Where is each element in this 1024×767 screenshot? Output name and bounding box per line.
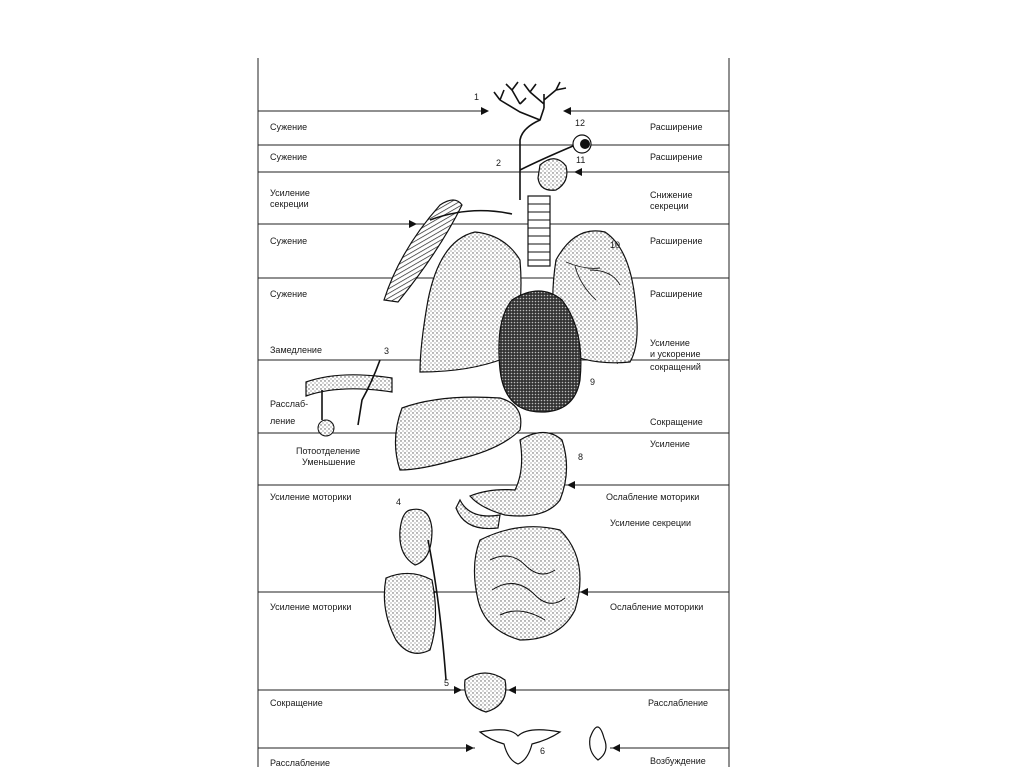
label-relaxation-right: Расслабление bbox=[648, 698, 708, 708]
liver bbox=[395, 397, 520, 470]
label-relaxation-bottom: Расслабление bbox=[270, 758, 330, 767]
number-9: 9 bbox=[590, 377, 596, 387]
label-motility-up: Усиление моторики bbox=[270, 492, 352, 502]
label-motility-up-2: Усиление моторики bbox=[270, 602, 352, 612]
trachea bbox=[528, 196, 550, 266]
label-excitation: Возбуждение bbox=[650, 756, 706, 766]
label-dilation-bronchi-2: Расширение bbox=[650, 289, 703, 299]
label-motility-down-2: Ослабление моторики bbox=[610, 602, 704, 612]
number-3: 3 bbox=[384, 346, 390, 356]
label-constriction-vessels: Сужение bbox=[270, 152, 308, 162]
number-11: 11 bbox=[576, 155, 586, 165]
label-slowing: Замедление bbox=[270, 345, 322, 355]
label-secretion-up-right: Усиление секреции bbox=[610, 518, 692, 528]
right-labels bbox=[606, 122, 708, 766]
label-dilation-bronchi: Расширение bbox=[650, 236, 703, 246]
number-5: 5 bbox=[444, 678, 450, 688]
number-12: 12 bbox=[575, 118, 586, 128]
label-secretion-down: Снижение bbox=[650, 190, 693, 200]
label-dilation-vessels: Расширение bbox=[650, 152, 703, 162]
number-2: 2 bbox=[496, 158, 502, 168]
label-relaxation: Расслаб- bbox=[270, 399, 309, 409]
bladder bbox=[465, 673, 506, 712]
label-secretion-down-2: секреции bbox=[650, 201, 689, 211]
label-heart-up: Усиление bbox=[650, 338, 690, 348]
left-labels bbox=[270, 122, 360, 767]
label-dilation-pupil: Расширение bbox=[650, 122, 703, 132]
label-heart-up-3: сокращений bbox=[650, 362, 701, 372]
label-secretion-up-2: секреции bbox=[270, 199, 309, 209]
number-6: 6 bbox=[540, 746, 546, 756]
salivary-gland bbox=[538, 159, 567, 191]
number-4: 4 bbox=[396, 497, 402, 507]
number-8: 8 bbox=[578, 452, 584, 462]
label-contraction-right: Сокращение bbox=[650, 417, 703, 427]
label-secretion-up: Усиление bbox=[270, 188, 310, 198]
label-contraction: Сокращение bbox=[270, 698, 323, 708]
label-increase-right: Усиление bbox=[650, 439, 690, 449]
number-10: 10 bbox=[610, 240, 621, 250]
label-sweating: Потоотделение bbox=[296, 446, 361, 456]
label-constriction-pupil: Сужение bbox=[270, 122, 308, 132]
label-motility-down: Ослабление моторики bbox=[606, 492, 700, 502]
label-constriction-bronchi-2: Сужение bbox=[270, 289, 308, 299]
label-relaxation-2: ление bbox=[270, 416, 296, 426]
heart bbox=[499, 291, 581, 412]
skin-sweat-gland bbox=[306, 360, 392, 436]
label-heart-up-2: и ускорение bbox=[650, 349, 701, 359]
number-1: 1 bbox=[474, 92, 480, 102]
label-decrease: Уменьшение bbox=[302, 457, 356, 467]
label-constriction-bronchi: Сужение bbox=[270, 236, 308, 246]
